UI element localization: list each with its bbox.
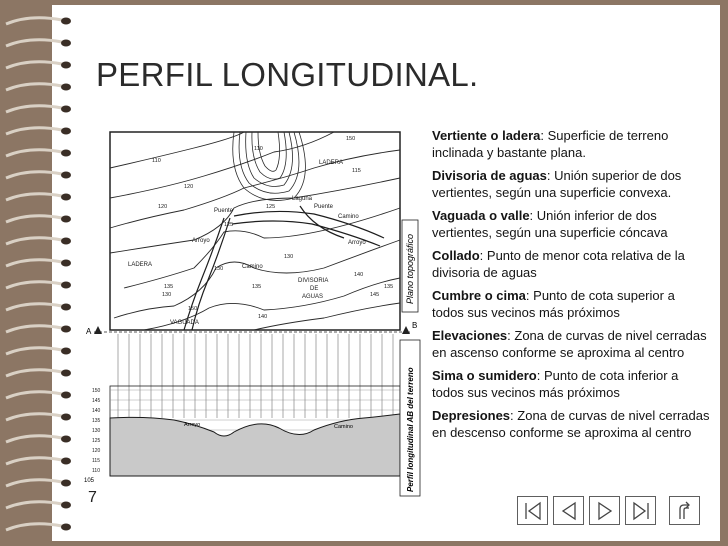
spiral-hole bbox=[61, 150, 71, 157]
label-arroyo-left: Arroyo bbox=[192, 238, 210, 244]
contour-number: 125 bbox=[224, 222, 234, 228]
next-icon bbox=[594, 500, 616, 522]
definition-text: : Zona de curvas de nivel cerradas en descenso conforme se aproxima al centro bbox=[432, 408, 710, 440]
definition-term: Vaguada o valle bbox=[432, 208, 530, 223]
contour-number: 130 bbox=[284, 254, 294, 260]
profile-axis-tick: 140 bbox=[92, 408, 101, 414]
spiral-ring bbox=[6, 502, 62, 508]
spiral-hole bbox=[61, 282, 71, 289]
spiral-ring bbox=[6, 524, 62, 530]
label-ladera-top: LADERA bbox=[319, 160, 344, 166]
contour-number: 120 bbox=[184, 184, 194, 190]
map-side-label: Plano topográfico bbox=[405, 233, 415, 304]
label-divisoria-1: DIVISORIA bbox=[298, 278, 329, 284]
label-arroyo-profile: Arroyo bbox=[184, 422, 201, 428]
spiral-ring bbox=[6, 194, 62, 200]
spiral-hole bbox=[61, 480, 71, 487]
profile-axis-tick: 125 bbox=[92, 438, 101, 444]
profile-axis-tick: 130 bbox=[92, 428, 101, 434]
definition-text: : Zona de curvas de nivel cerradas en ascenso conforme se aproxima al centro bbox=[432, 328, 707, 360]
contour-number: 140 bbox=[354, 272, 364, 278]
spiral-hole bbox=[61, 326, 71, 333]
spiral-hole bbox=[61, 18, 71, 25]
spiral-ring bbox=[6, 150, 62, 156]
definition-term: Vertiente o ladera bbox=[432, 128, 541, 143]
profile-axis-tick: 150 bbox=[92, 388, 101, 394]
definition-text: : Superficie de terreno inclinada y bastante plana. bbox=[432, 128, 669, 160]
definition-term: Elevaciones bbox=[432, 328, 508, 343]
profile-side-label: Perfil longitudinal AB del terreno bbox=[406, 367, 415, 492]
definition-item bbox=[432, 207, 710, 241]
definition-item bbox=[432, 407, 710, 441]
spiral-hole bbox=[61, 62, 71, 69]
profile-axis-tick: 120 bbox=[92, 448, 101, 454]
spiral-ring bbox=[6, 260, 62, 266]
label-divisoria-2: DE bbox=[310, 286, 319, 292]
contour-number: 150 bbox=[188, 306, 198, 312]
spiral-hole bbox=[61, 348, 71, 355]
contour-number: 120 bbox=[158, 204, 168, 210]
slide-title: PERFIL LONGITUDINAL. bbox=[96, 56, 479, 93]
spiral-hole bbox=[61, 502, 71, 509]
definition-term: Collado bbox=[432, 248, 480, 263]
profile-axis-tick: 135 bbox=[92, 418, 101, 424]
contour-number: 145 bbox=[370, 292, 380, 298]
label-puente-right: Puente bbox=[314, 204, 334, 210]
point-a-label: A bbox=[86, 327, 92, 336]
profile-axis-tick: 115 bbox=[92, 458, 100, 464]
spiral-hole bbox=[61, 436, 71, 443]
spiral-hole bbox=[61, 106, 71, 113]
definition-term: Sima o sumidero bbox=[432, 368, 537, 383]
last-icon bbox=[630, 500, 652, 522]
first-slide-button[interactable] bbox=[517, 496, 548, 525]
label-arroyo-right: Arroyo bbox=[348, 240, 366, 246]
label-laguna: Laguna bbox=[292, 196, 313, 202]
last-slide-button[interactable] bbox=[625, 496, 656, 525]
definition-item bbox=[432, 287, 710, 321]
contour-number: 135 bbox=[164, 284, 174, 290]
first-icon bbox=[522, 500, 544, 522]
definition-item bbox=[432, 127, 710, 161]
contour-number: 110 bbox=[254, 146, 263, 152]
contour-number: 130 bbox=[162, 292, 172, 298]
spiral-ring bbox=[6, 40, 62, 46]
definition-text: : Unión superior de dos vertientes, según una superficie convexa. bbox=[432, 168, 682, 200]
return-button[interactable] bbox=[669, 496, 700, 525]
spiral-hole bbox=[61, 216, 71, 223]
contour-number: 150 bbox=[346, 136, 356, 142]
spiral-hole bbox=[61, 40, 71, 47]
spiral-hole bbox=[61, 260, 71, 267]
spiral-hole bbox=[61, 524, 71, 531]
label-divisoria-3: AGUAS bbox=[302, 294, 324, 300]
spiral-ring bbox=[6, 172, 62, 178]
contour-number: 110 bbox=[152, 158, 161, 164]
spiral-ring bbox=[6, 458, 62, 464]
spiral-hole bbox=[61, 458, 71, 465]
label-camino-profile: Camino bbox=[334, 424, 353, 430]
previous-slide-button[interactable] bbox=[553, 496, 584, 525]
spiral-hole bbox=[61, 172, 71, 179]
spiral-hole bbox=[61, 414, 71, 421]
definition-text: : Unión inferior de dos vertientes, según una superficie cóncava bbox=[432, 208, 668, 240]
next-slide-button[interactable] bbox=[589, 496, 620, 525]
contour-number: 130 bbox=[214, 266, 224, 272]
spiral-ring bbox=[6, 238, 62, 244]
profile-axis-tick: 145 bbox=[92, 398, 101, 404]
corner-105-label: 105 bbox=[84, 478, 95, 484]
page-number: 7 bbox=[88, 489, 97, 506]
contour-number: 140 bbox=[258, 314, 268, 320]
spiral-ring bbox=[6, 216, 62, 222]
definition-item bbox=[432, 247, 710, 281]
spiral-ring bbox=[6, 480, 62, 486]
point-b-label: B bbox=[412, 321, 418, 330]
definition-text: : Punto de cota inferior a todos sus vecinos más próximos bbox=[432, 368, 679, 400]
spiral-ring bbox=[6, 106, 62, 112]
definition-item bbox=[432, 167, 710, 201]
spiral-hole bbox=[61, 392, 71, 399]
label-camino-mid: Camino bbox=[242, 264, 263, 270]
definition-term: Divisoria de aguas bbox=[432, 168, 547, 183]
contour-number: 125 bbox=[266, 204, 276, 210]
label-puente-left: Puente bbox=[214, 208, 234, 214]
spiral-hole bbox=[61, 84, 71, 91]
topographic-figure bbox=[84, 128, 422, 498]
label-ladera-left: LADERA bbox=[128, 262, 153, 268]
spiral-ring bbox=[6, 414, 62, 420]
spiral-ring bbox=[6, 282, 62, 288]
return-icon bbox=[674, 500, 696, 522]
definition-item bbox=[432, 327, 710, 361]
spiral-ring bbox=[6, 84, 62, 90]
spiral-ring bbox=[6, 370, 62, 376]
spiral-ring bbox=[6, 436, 62, 442]
spiral-ring bbox=[6, 62, 62, 68]
spiral-ring bbox=[6, 348, 62, 354]
contour-number: 135 bbox=[252, 284, 262, 290]
spiral-ring bbox=[6, 326, 62, 332]
spiral-binding bbox=[0, 0, 80, 546]
spiral-ring bbox=[6, 128, 62, 134]
definition-term: Cumbre o cima bbox=[432, 288, 526, 303]
label-vaguada: VAGUADA bbox=[170, 320, 199, 326]
spiral-hole bbox=[61, 370, 71, 377]
spiral-hole bbox=[61, 238, 71, 245]
definition-item bbox=[432, 367, 710, 401]
definition-text: : Punto de menor cota relativa de la divisoria de aguas bbox=[432, 248, 685, 280]
spiral-hole bbox=[61, 194, 71, 201]
spiral-hole bbox=[61, 304, 71, 311]
definition-term: Depresiones bbox=[432, 408, 511, 423]
previous-icon bbox=[558, 500, 580, 522]
spiral-ring bbox=[6, 304, 62, 310]
spiral-ring bbox=[6, 18, 62, 24]
spiral-hole bbox=[61, 128, 71, 135]
contour-number: 135 bbox=[384, 284, 394, 290]
definition-text: : Punto de cota superior a todos sus vecinos más próximos bbox=[432, 288, 675, 320]
label-camino-top: Camino bbox=[338, 214, 359, 220]
profile-axis-tick: 110 bbox=[92, 468, 100, 474]
definitions-list bbox=[432, 127, 710, 447]
spiral-ring bbox=[6, 392, 62, 398]
contour-number: 115 bbox=[352, 168, 361, 174]
